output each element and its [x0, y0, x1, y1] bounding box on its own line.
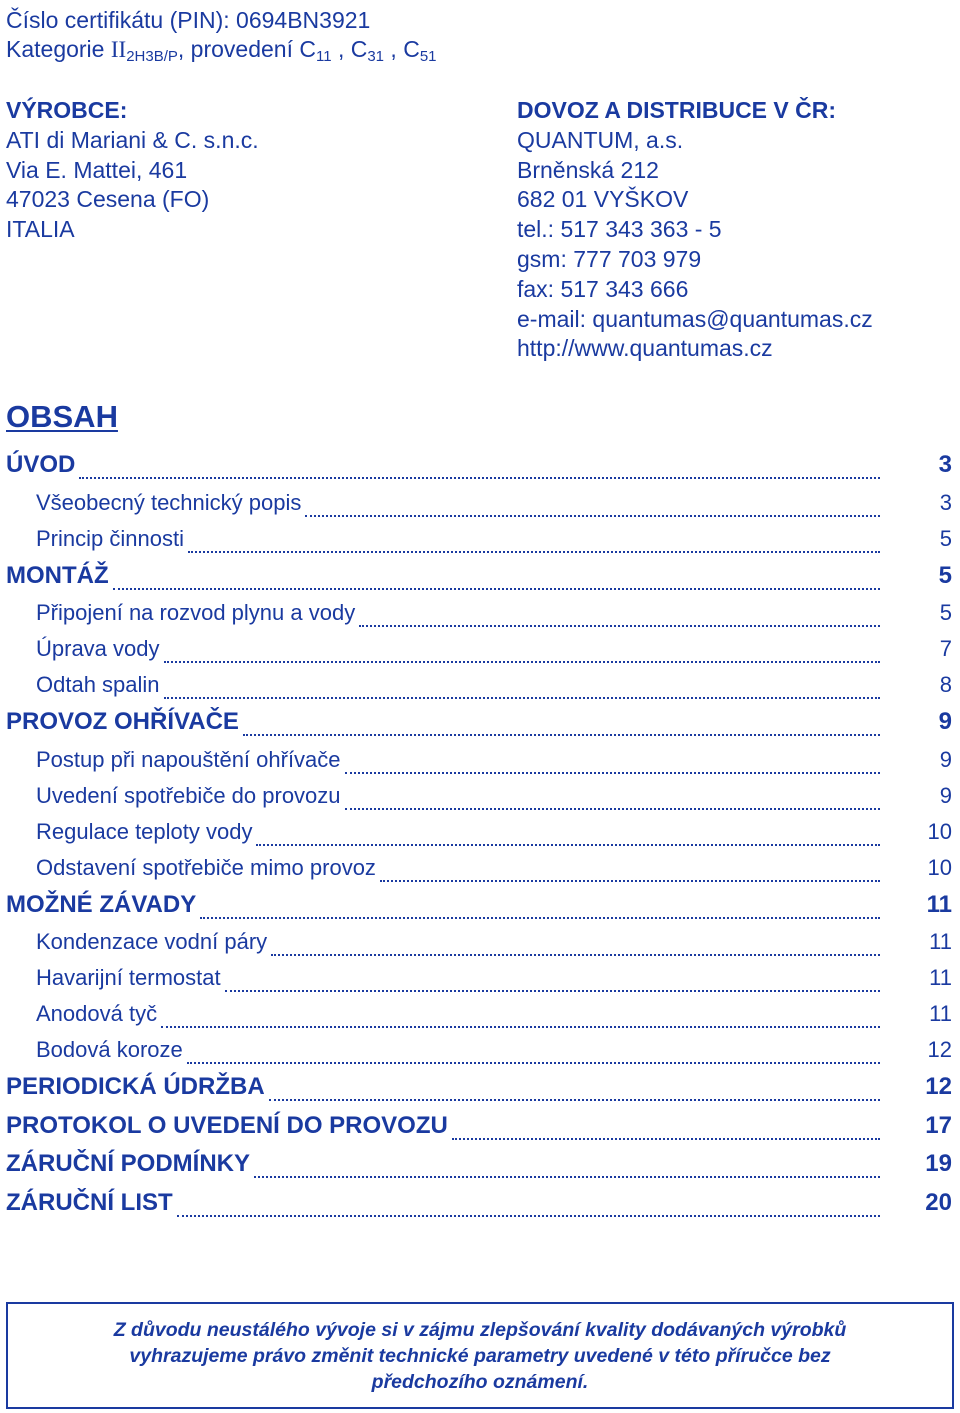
manufacturer-line: 47023 Cesena (FO): [6, 186, 210, 213]
toc-page-number: 12: [927, 1037, 952, 1062]
toc-entry-title: ZÁRUČNÍ LIST: [6, 1188, 173, 1216]
toc-dot-leader: [164, 661, 880, 663]
toc-page-number: 17: [925, 1111, 952, 1139]
distributor-line: fax: 517 343 666: [517, 275, 689, 302]
distributor-line: Brněnská 212: [517, 156, 659, 183]
toc-page-number: 19: [925, 1150, 952, 1178]
toc-dot-leader: [177, 1215, 880, 1217]
toc-entry-title: Odtah spalin: [36, 672, 160, 697]
toc-subsection-row[interactable]: [0, 667, 960, 703]
toc-section-row[interactable]: [0, 886, 960, 925]
toc-page-number: 11: [926, 890, 952, 918]
toc-entry-title: ÚVOD: [6, 451, 76, 479]
toc-page-number: 9: [938, 708, 952, 736]
toc-subsection-row[interactable]: [0, 485, 960, 521]
manufacturer-heading: VÝROBCE:: [6, 97, 128, 123]
toc-subsection-row[interactable]: [0, 521, 960, 557]
category-sub: 2H3B/P: [126, 48, 178, 65]
toc-entry-title: Havarijní termostat: [36, 965, 221, 990]
c2-text: , C: [331, 36, 368, 62]
toc-entry-title: Úprava vody: [36, 636, 160, 661]
toc-entry-title: PERIODICKÁ ÚDRŽBA: [6, 1073, 265, 1101]
c2-sub: 31: [367, 48, 385, 65]
distributor-line: 682 01 VYŠKOV: [517, 186, 689, 213]
certificate-category: [6, 35, 437, 64]
toc-entry-title: ZÁRUČNÍ PODMÍNKY: [6, 1150, 250, 1178]
category-mark: II: [110, 37, 127, 62]
toc-dot-leader: [452, 1138, 880, 1140]
toc-entry-title: MONTÁŽ: [6, 561, 109, 589]
manufacturer-line: ITALIA: [6, 216, 75, 243]
toc-page-number: 11: [929, 1001, 952, 1026]
distributor-website[interactable]: http://www.quantumas.cz: [517, 335, 773, 362]
category-prefix: Kategorie: [6, 36, 111, 62]
notice-text: Z důvodu neustálého vývoje si v zájmu zlepšování kvality dodávaných výrobků vyhrazujeme právo změnit technické parametry uvedené v této příručce bez předchozího oznámení.: [113, 1318, 847, 1393]
toc-entry-title: Regulace teploty vody: [36, 818, 253, 844]
toc-page-number: 8: [939, 672, 952, 697]
toc-dot-leader: [380, 880, 880, 882]
toc-page-number: 5: [939, 525, 952, 551]
toc-section-row[interactable]: [0, 703, 960, 742]
toc-subsection-row[interactable]: [0, 631, 960, 667]
distributor-line: QUANTUM, a.s.: [517, 126, 684, 153]
toc-entry-title: PROVOZ OHŘÍVAČE: [6, 708, 239, 736]
toc-page-number: 7: [939, 636, 952, 661]
toc-dot-leader: [243, 734, 880, 736]
toc-dot-leader: [164, 697, 880, 699]
toc-subsection-row[interactable]: [0, 1032, 960, 1068]
toc-subsection-row[interactable]: [0, 814, 960, 850]
manufacturer-line: ATI di Mariani & C. s.n.c.: [6, 126, 259, 153]
toc-entry-title: Kondenzace vodní páry: [36, 929, 268, 954]
toc-dot-leader: [271, 954, 880, 956]
toc-section-row[interactable]: [0, 1184, 960, 1223]
toc-page-number: 5: [938, 561, 952, 589]
toc-entry-title: Uvedení spotřebiče do provozu: [36, 782, 341, 808]
toc-dot-leader: [225, 990, 880, 992]
toc-entry-title: PROTOKOL O UVEDENÍ DO PROVOZU: [6, 1111, 448, 1139]
toc-dot-leader: [345, 808, 880, 810]
toc-entry-title: Bodová koroze: [36, 1037, 183, 1062]
toc-dot-leader: [359, 625, 880, 627]
distributor-heading: DOVOZ A DISTRIBUCE V ČR:: [517, 97, 837, 123]
manufacturer-address: [6, 96, 486, 245]
toc-subsection-row[interactable]: [0, 960, 960, 996]
c3-text: , C: [384, 36, 420, 62]
toc-entry-title: Postup při napouštění ohřívače: [36, 746, 341, 772]
toc-dot-leader: [254, 1176, 880, 1178]
toc-page-number: 10: [927, 854, 952, 880]
toc-entry-title: Anodová tyč: [36, 1001, 158, 1026]
category-mid: , provedení C: [177, 36, 316, 62]
manufacturer-line: Via E. Mattei, 461: [6, 156, 188, 183]
toc-section-row[interactable]: [0, 1068, 960, 1107]
toc-page-number: 9: [939, 746, 952, 772]
toc-page-number: 11: [929, 929, 952, 954]
toc-dot-leader: [188, 551, 880, 553]
toc-dot-leader: [269, 1099, 880, 1101]
toc-entry-title: Připojení na rozvod plynu a vody: [36, 600, 356, 625]
toc-entry-title: Princip činnosti: [36, 525, 184, 551]
toc-section-row[interactable]: [0, 557, 960, 596]
toc-page-number: 10: [927, 818, 952, 844]
toc-page-number: 3: [939, 489, 952, 515]
certificate-pin: Číslo certifikátu (PIN): 0694BN3921: [6, 7, 371, 33]
toc-section-row[interactable]: [0, 1107, 960, 1146]
toc-dot-leader: [79, 477, 880, 479]
toc-dot-leader: [345, 772, 880, 774]
toc-dot-leader: [187, 1062, 880, 1064]
toc-section-row[interactable]: [0, 1145, 960, 1184]
contents-heading: OBSAH: [6, 399, 118, 434]
toc-subsection-row[interactable]: [0, 996, 960, 1032]
distributor-email[interactable]: e-mail: quantumas@quantumas.cz: [517, 305, 873, 332]
toc-page-number: 9: [939, 782, 952, 808]
toc-subsection-row[interactable]: [0, 595, 960, 631]
c1-sub: 11: [315, 48, 332, 65]
toc-subsection-row[interactable]: [0, 924, 960, 960]
toc-page-number: 20: [925, 1188, 952, 1216]
toc-subsection-row[interactable]: [0, 778, 960, 814]
toc-subsection-row[interactable]: [0, 742, 960, 778]
toc-dot-leader: [161, 1026, 880, 1028]
toc-entry-title: Odstavení spotřebiče mimo provoz: [36, 854, 376, 880]
certificate-block: [6, 6, 437, 64]
toc-entry-title: Všeobecný technický popis: [36, 489, 302, 515]
distributor-line: tel.: 517 343 363 - 5: [517, 216, 722, 243]
c3-sub: 51: [419, 48, 437, 65]
toc-dot-leader: [256, 844, 880, 846]
distributor-address: [517, 96, 957, 364]
toc-page-number: 12: [925, 1073, 952, 1101]
toc-page-number: 11: [929, 965, 952, 990]
distributor-line: gsm: 777 703 979: [517, 245, 702, 272]
toc-dot-leader: [113, 588, 880, 590]
toc-entry-title: MOŽNÉ ZÁVADY: [6, 890, 197, 918]
toc-dot-leader: [305, 515, 880, 517]
toc-section-row[interactable]: [0, 446, 960, 485]
toc-subsection-row[interactable]: [0, 850, 960, 886]
toc-dot-leader: [200, 917, 880, 919]
notice-box: [6, 1302, 954, 1409]
toc-page-number: 5: [939, 600, 952, 625]
table-of-contents: [0, 446, 960, 1222]
toc-page-number: 3: [938, 451, 952, 479]
